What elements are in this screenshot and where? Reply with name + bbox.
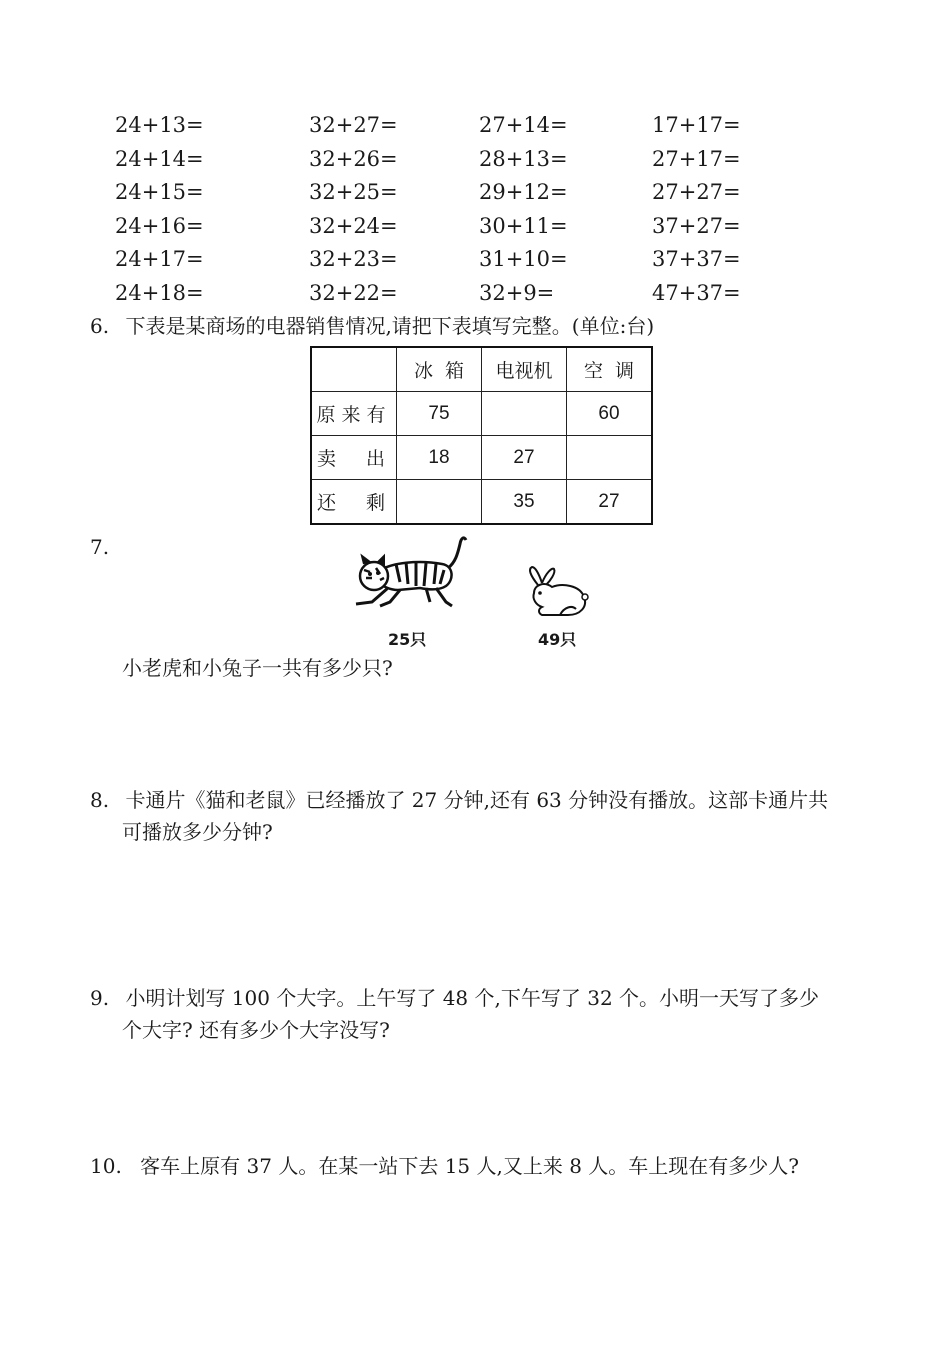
equation: 27+14=: [479, 113, 568, 137]
question-7-number: 7.: [90, 535, 110, 559]
equation: 31+10=: [479, 247, 568, 272]
column-header: 空 调: [567, 347, 653, 392]
tiger-icon: [350, 532, 475, 612]
equation: 32+9=: [479, 280, 555, 305]
table-cell: 27: [567, 480, 653, 525]
question-8: [90, 785, 828, 816]
equation: 32+24=: [309, 213, 398, 238]
addition-equations: [115, 112, 755, 314]
table-header-row: [311, 347, 652, 392]
equation: 32+22=: [309, 280, 398, 305]
question-text: 下表是某商场的电器销售情况,请把下表填写完整。(单位:台): [125, 314, 655, 338]
equation: 32+23=: [309, 247, 398, 272]
equation-row: [115, 213, 755, 247]
question-7-text: 小老虎和小兔子一共有多少只?: [122, 656, 393, 680]
equation: 17+17=: [652, 113, 741, 137]
row-header: 卖 出: [311, 436, 397, 480]
question-10: [90, 1151, 799, 1182]
table-corner-cell: [311, 347, 397, 392]
question-9: [90, 983, 819, 1014]
row-header: 还 剩: [311, 480, 397, 525]
table-cell-blank[interactable]: [482, 392, 567, 436]
table-row: [311, 480, 652, 525]
table-row: [311, 436, 652, 480]
question-6: [90, 311, 654, 342]
rabbit-count: 49只: [538, 630, 577, 649]
question-9-line2: 个大字? 还有多少个大字没写?: [122, 1018, 390, 1042]
equation-row: [115, 280, 755, 314]
equation: 29+12=: [479, 180, 568, 205]
equation: 37+37=: [652, 247, 741, 272]
equation: 24+16=: [115, 213, 204, 238]
equation: 24+15=: [115, 180, 204, 205]
table-cell: 75: [397, 392, 482, 436]
sales-table: [310, 346, 653, 525]
question-number: 10.: [90, 1154, 122, 1178]
equation: 32+25=: [309, 180, 398, 205]
question-number: 8.: [90, 788, 110, 812]
equation-row: [115, 146, 755, 180]
equation-row: [115, 179, 755, 213]
equation: 24+17=: [115, 247, 204, 272]
tiger-count: 25只: [388, 630, 427, 649]
equation: 27+17=: [652, 146, 741, 171]
equation: 37+27=: [652, 213, 741, 238]
equation: 24+14=: [115, 146, 204, 171]
row-header: 原来有: [311, 392, 397, 436]
question-text-line1: 卡通片《猫和老鼠》已经播放了 27 分钟,还有 63 分钟没有播放。这部卡通片共: [125, 788, 829, 812]
table-cell: 35: [482, 480, 567, 525]
equation: 32+26=: [309, 146, 398, 171]
column-header: 电视机: [482, 347, 567, 392]
table-cell: 18: [397, 436, 482, 480]
question-8-line2: 可播放多少分钟?: [122, 820, 273, 844]
table-cell-blank[interactable]: [567, 436, 653, 480]
equation: 24+13=: [115, 113, 204, 137]
table-cell: 60: [567, 392, 653, 436]
equation-row: [115, 246, 755, 280]
equation-row: [115, 112, 755, 146]
question-number: 6.: [90, 314, 110, 338]
column-header: 冰 箱: [397, 347, 482, 392]
equation: 24+18=: [115, 280, 204, 305]
question-number: 9.: [90, 986, 110, 1010]
equation: 28+13=: [479, 146, 568, 171]
question-text: 客车上原有 37 人。在某一站下去 15 人,又上来 8 人。车上现在有多少人?: [140, 1154, 800, 1178]
equation: 47+37=: [652, 280, 741, 305]
equation: 32+27=: [309, 113, 398, 137]
table-row: [311, 392, 652, 436]
table-cell-blank[interactable]: [397, 480, 482, 525]
equation: 30+11=: [479, 213, 568, 238]
question-text-line1: 小明计划写 100 个大字。上午写了 48 个,下午写了 32 个。小明一天写了多少: [125, 986, 820, 1010]
rabbit-icon: [520, 563, 590, 619]
table-cell: 27: [482, 436, 567, 480]
equation: 27+27=: [652, 180, 741, 205]
